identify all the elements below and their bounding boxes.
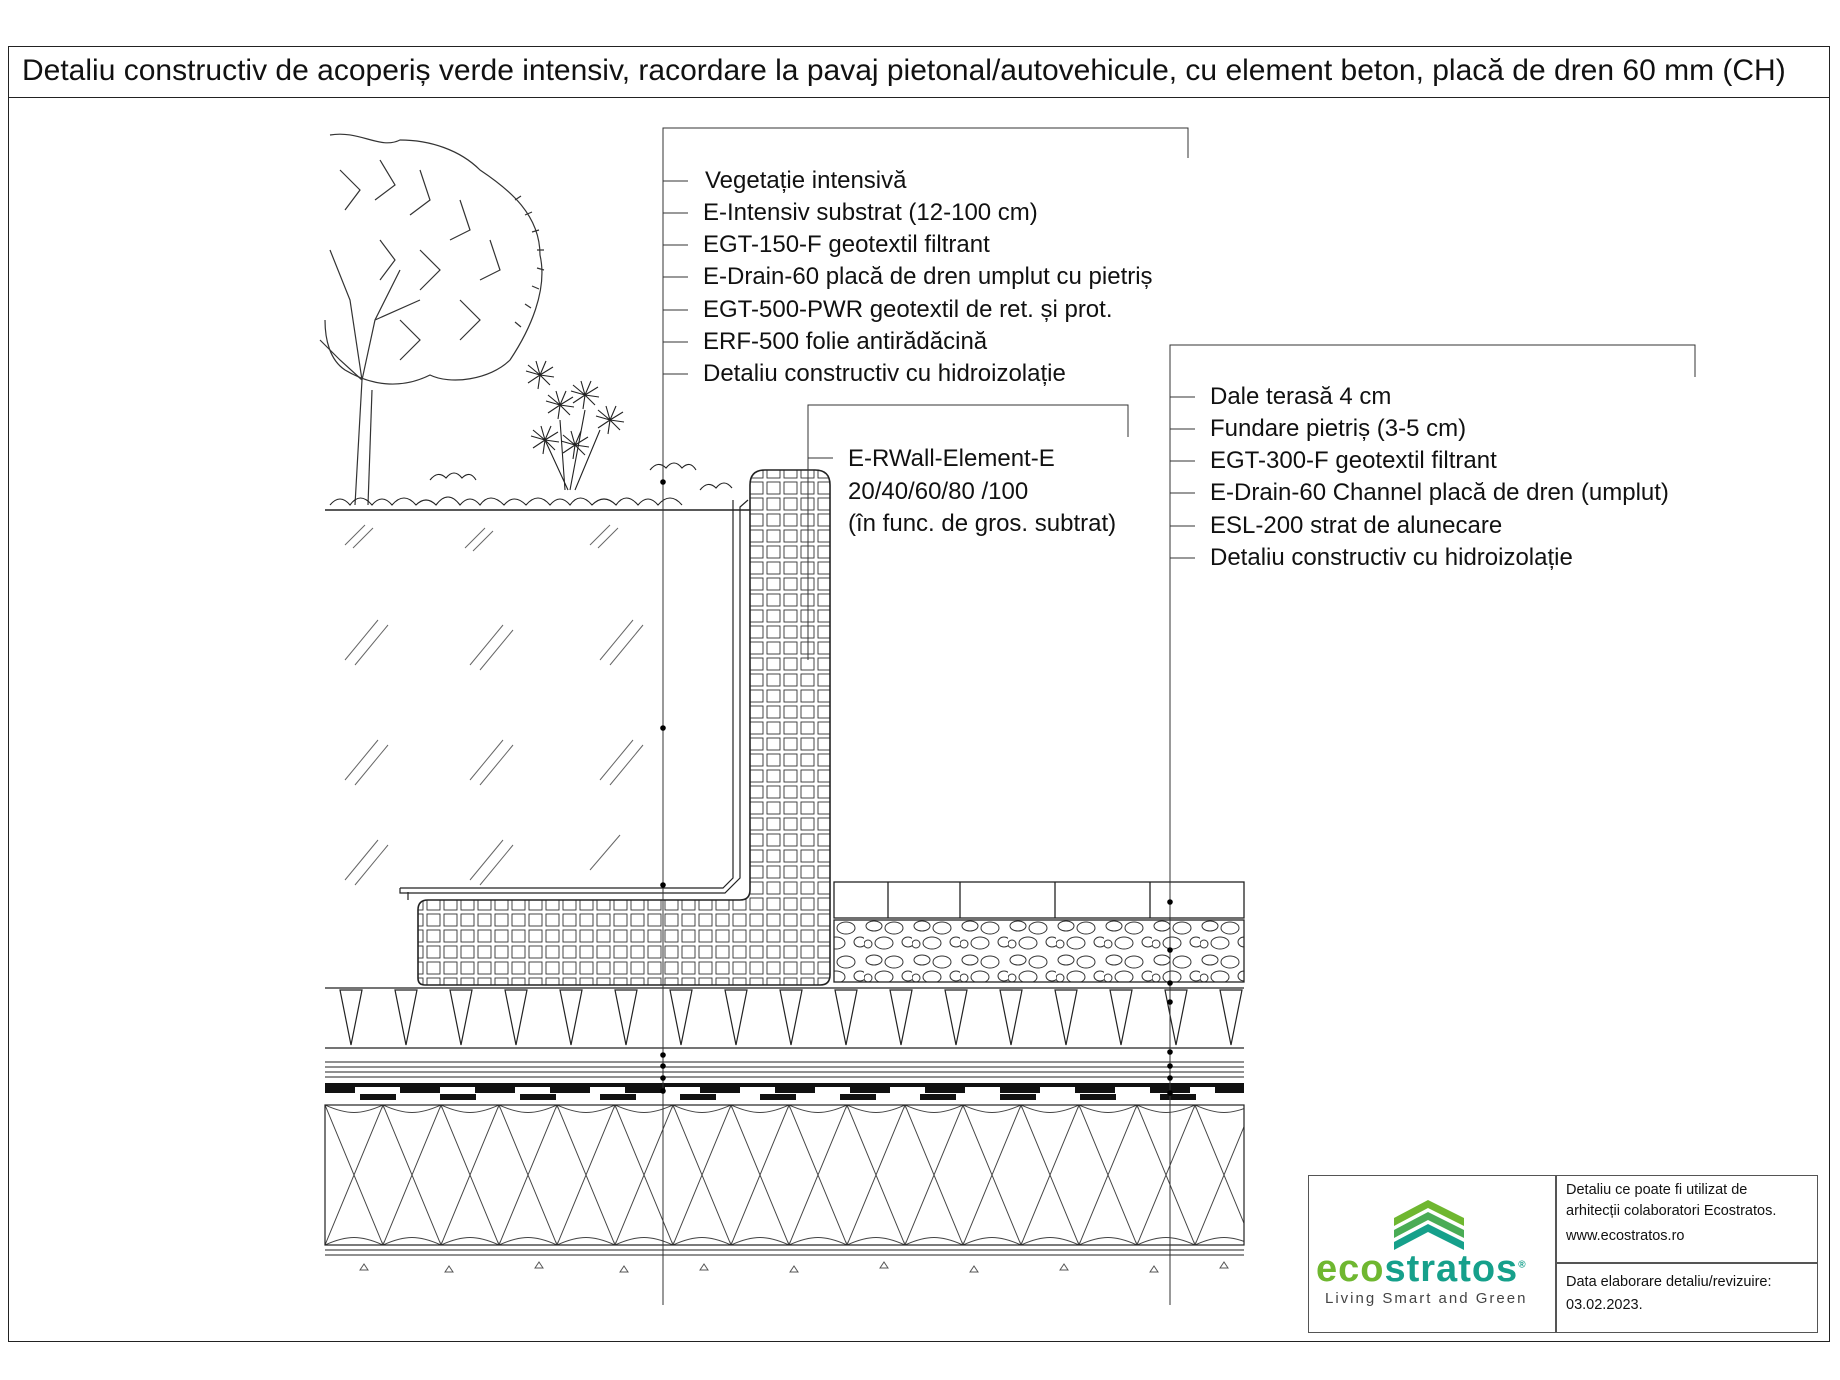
title-block-date-value: 03.02.2023. [1566, 1297, 1643, 1313]
title-block-note-1: Detaliu ce poate fi utilizat de [1566, 1182, 1748, 1198]
thermal-insulation [325, 1105, 1244, 1245]
label-terrace-slabs: Dale terasă 4 cm [1210, 383, 1392, 410]
drawing-title: Detaliu constructiv de acoperiș verde intensiv, racordare la pavaj pietonal/autovehicule, cu element beton, placă de dren 60 mm (CH) [22, 54, 1786, 87]
logo-tagline: Living Smart and Green [1325, 1290, 1528, 1307]
label-waterproofing-detail-2: Detaliu constructiv cu hidroizolație [1210, 544, 1573, 571]
label-vegetation: Vegetație intensivă [705, 167, 907, 194]
label-slip-layer: ESL-200 strat de alunecare [1210, 512, 1503, 539]
label-drain-channel: E-Drain-60 Channel placă de dren (umplut) [1210, 479, 1669, 506]
concrete-slab-marks [360, 1262, 1228, 1272]
label-substrate: E-Intensiv substrat (12-100 cm) [703, 199, 1038, 226]
tree-illustration [320, 134, 544, 505]
label-drain-board: E-Drain-60 placă de dren umplut cu pietriș [703, 263, 1153, 290]
label-rwall-note: (în func. de gros. subtrat) [848, 510, 1117, 537]
label-gravel-bedding: Fundare pietriș (3-5 cm) [1210, 415, 1467, 442]
terrace-slabs [834, 882, 1244, 918]
label-egt300-geotextile: EGT-300-F geotextil filtrant [1210, 447, 1497, 474]
label-root-barrier: ERF-500 folie antirădăcină [703, 328, 988, 355]
filter-fabric-line [400, 500, 748, 893]
label-rwall-element: E-RWall-Element-E [848, 445, 1055, 472]
label-protection-geotextile: EGT-500-PWR geotextil de ret. și prot. [703, 296, 1113, 323]
ecostratos-logo: ecostratos® [1316, 1248, 1527, 1290]
label-waterproofing-detail: Detaliu constructiv cu hidroizolație [703, 360, 1066, 387]
membrane-layers [325, 1062, 1244, 1077]
title-block-website[interactable]: www.ecostratos.ro [1566, 1228, 1685, 1244]
waterproofing-layer [325, 1083, 1244, 1100]
ecostratos-logo-mark [1390, 1196, 1468, 1250]
label-rwall-heights: 20/40/60/80 /100 [848, 478, 1029, 505]
gravel-bedding [834, 920, 1244, 982]
rwall-element [418, 470, 830, 985]
drain-board [325, 988, 1244, 1048]
title-block-date-label: Data elaborare detaliu/revizuire: [1566, 1274, 1772, 1290]
title-block-note-2: arhitecții colaboratori Ecostratos. [1566, 1203, 1777, 1219]
shrub-illustration [330, 361, 732, 505]
vapour-layer [325, 1250, 1244, 1255]
label-filter-geotextile: EGT-150-F geotextil filtrant [703, 231, 990, 258]
substrate-hatch [345, 525, 643, 885]
